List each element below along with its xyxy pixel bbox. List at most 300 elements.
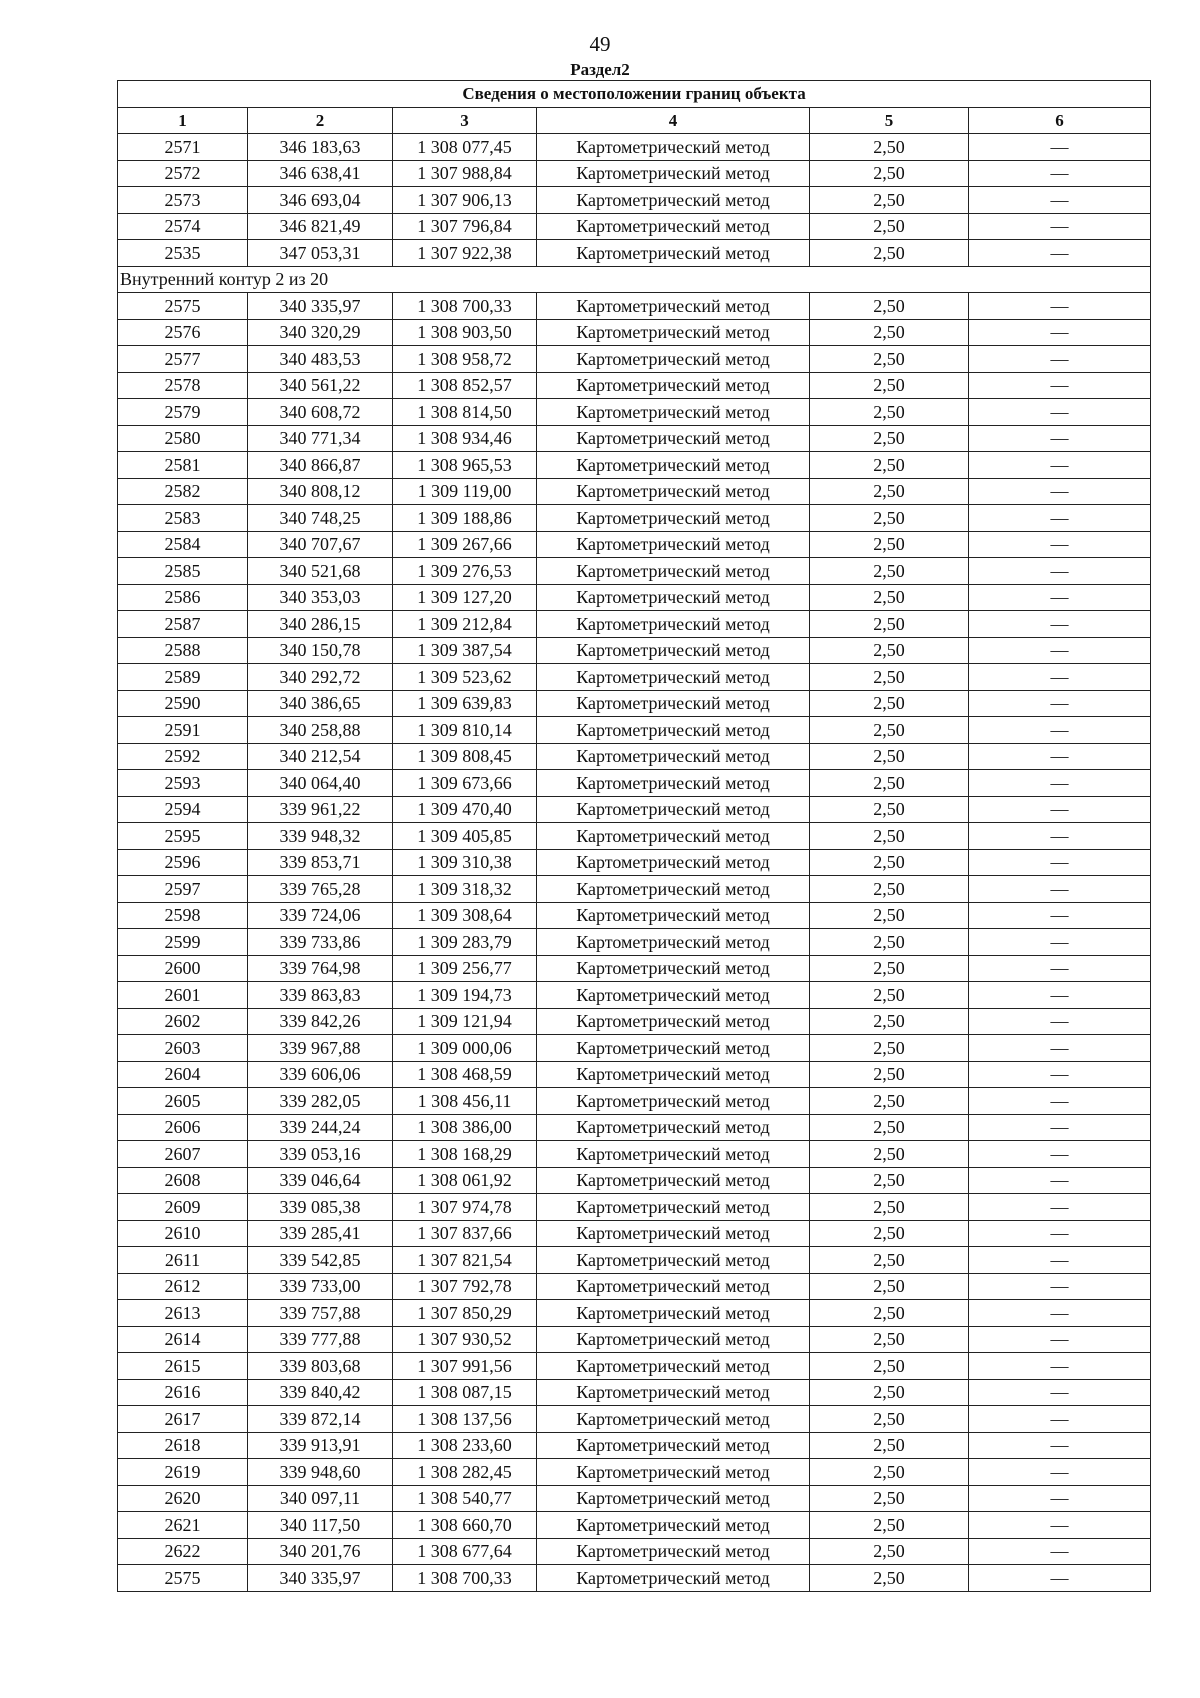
point-number-cell: 2598 <box>118 902 248 929</box>
description-cell: — <box>969 1538 1151 1565</box>
point-number-cell: 2575 <box>118 293 248 320</box>
y-coordinate-cell: 1 309 673,66 <box>393 770 537 797</box>
y-coordinate-cell: 1 308 660,70 <box>393 1512 537 1539</box>
x-coordinate-cell: 340 483,53 <box>248 346 393 373</box>
accuracy-cell: 2,50 <box>810 796 969 823</box>
method-cell: Картометрический метод <box>537 1008 810 1035</box>
y-coordinate-cell: 1 309 523,62 <box>393 664 537 691</box>
point-number-cell: 2585 <box>118 558 248 585</box>
table-row <box>118 1035 1151 1062</box>
table-row <box>118 240 1151 267</box>
y-coordinate-cell: 1 309 121,94 <box>393 1008 537 1035</box>
y-coordinate-cell: 1 309 127,20 <box>393 584 537 611</box>
table-row <box>118 531 1151 558</box>
description-cell: — <box>969 1353 1151 1380</box>
y-coordinate-cell: 1 309 194,73 <box>393 982 537 1009</box>
table-row <box>118 1273 1151 1300</box>
description-cell: — <box>969 876 1151 903</box>
method-cell: Картометрический метод <box>537 902 810 929</box>
table-row <box>118 717 1151 744</box>
y-coordinate-cell: 1 308 814,50 <box>393 399 537 426</box>
table-row <box>118 584 1151 611</box>
x-coordinate-cell: 340 258,88 <box>248 717 393 744</box>
x-coordinate-cell: 346 821,49 <box>248 213 393 240</box>
y-coordinate-cell: 1 307 974,78 <box>393 1194 537 1221</box>
x-coordinate-cell: 340 150,78 <box>248 637 393 664</box>
table-row <box>118 1485 1151 1512</box>
x-coordinate-cell: 340 353,03 <box>248 584 393 611</box>
x-coordinate-cell: 346 638,41 <box>248 160 393 187</box>
accuracy-cell: 2,50 <box>810 1061 969 1088</box>
table-row <box>118 1512 1151 1539</box>
method-cell: Картометрический метод <box>537 372 810 399</box>
accuracy-cell: 2,50 <box>810 876 969 903</box>
x-coordinate-cell: 340 117,50 <box>248 1512 393 1539</box>
x-coordinate-cell: 339 733,86 <box>248 929 393 956</box>
accuracy-cell: 2,50 <box>810 611 969 638</box>
method-cell: Картометрический метод <box>537 637 810 664</box>
description-cell: — <box>969 982 1151 1009</box>
description-cell: — <box>969 346 1151 373</box>
method-cell: Картометрический метод <box>537 876 810 903</box>
description-cell: — <box>969 1512 1151 1539</box>
point-number-cell: 2535 <box>118 240 248 267</box>
x-coordinate-cell: 340 335,97 <box>248 293 393 320</box>
x-coordinate-cell: 339 282,05 <box>248 1088 393 1115</box>
x-coordinate-cell: 339 542,85 <box>248 1247 393 1274</box>
y-coordinate-cell: 1 307 821,54 <box>393 1247 537 1274</box>
description-cell: — <box>969 796 1151 823</box>
table-row <box>118 1220 1151 1247</box>
description-cell: — <box>969 558 1151 585</box>
y-coordinate-cell: 1 308 282,45 <box>393 1459 537 1486</box>
accuracy-cell: 2,50 <box>810 558 969 585</box>
table-row <box>118 425 1151 452</box>
page-number: 49 <box>589 32 611 56</box>
y-coordinate-cell: 1 308 852,57 <box>393 372 537 399</box>
description-cell: — <box>969 770 1151 797</box>
description-cell: — <box>969 425 1151 452</box>
table-row <box>118 134 1151 161</box>
method-cell: Картометрический метод <box>537 187 810 214</box>
x-coordinate-cell: 340 561,22 <box>248 372 393 399</box>
x-coordinate-cell: 340 292,72 <box>248 664 393 691</box>
method-cell: Картометрический метод <box>537 1326 810 1353</box>
accuracy-cell: 2,50 <box>810 1353 969 1380</box>
description-cell: — <box>969 452 1151 479</box>
description-cell: — <box>969 293 1151 320</box>
x-coordinate-cell: 339 046,64 <box>248 1167 393 1194</box>
method-cell: Картометрический метод <box>537 505 810 532</box>
point-number-cell: 2591 <box>118 717 248 744</box>
method-cell: Картометрический метод <box>537 1485 810 1512</box>
point-number-cell: 2616 <box>118 1379 248 1406</box>
x-coordinate-cell: 340 286,15 <box>248 611 393 638</box>
point-number-cell: 2600 <box>118 955 248 982</box>
point-number-cell: 2622 <box>118 1538 248 1565</box>
x-coordinate-cell: 340 201,76 <box>248 1538 393 1565</box>
x-coordinate-cell: 339 913,91 <box>248 1432 393 1459</box>
method-cell: Картометрический метод <box>537 929 810 956</box>
method-cell: Картометрический метод <box>537 823 810 850</box>
method-cell: Картометрический метод <box>537 1141 810 1168</box>
accuracy-cell: 2,50 <box>810 717 969 744</box>
accuracy-cell: 2,50 <box>810 1432 969 1459</box>
x-coordinate-cell: 339 085,38 <box>248 1194 393 1221</box>
method-cell: Картометрический метод <box>537 1300 810 1327</box>
y-coordinate-cell: 1 308 540,77 <box>393 1485 537 1512</box>
x-coordinate-cell: 339 764,98 <box>248 955 393 982</box>
method-cell: Картометрический метод <box>537 319 810 346</box>
description-cell: — <box>969 372 1151 399</box>
description-cell: — <box>969 187 1151 214</box>
method-cell: Картометрический метод <box>537 1088 810 1115</box>
method-cell: Картометрический метод <box>537 1432 810 1459</box>
description-cell: — <box>969 611 1151 638</box>
point-number-cell: 2589 <box>118 664 248 691</box>
accuracy-cell: 2,50 <box>810 1247 969 1274</box>
table-body <box>118 134 1151 1592</box>
section-title: Раздел2 <box>570 60 630 79</box>
point-number-cell: 2599 <box>118 929 248 956</box>
table-row <box>118 346 1151 373</box>
description-cell: — <box>969 637 1151 664</box>
table-row <box>118 1406 1151 1433</box>
description-cell: — <box>969 531 1151 558</box>
table-caption-row <box>118 81 1151 108</box>
point-number-cell: 2617 <box>118 1406 248 1433</box>
description-cell: — <box>969 1167 1151 1194</box>
x-coordinate-cell: 340 097,11 <box>248 1485 393 1512</box>
method-cell: Картометрический метод <box>537 1247 810 1274</box>
table-row <box>118 478 1151 505</box>
method-cell: Картометрический метод <box>537 717 810 744</box>
accuracy-cell: 2,50 <box>810 1379 969 1406</box>
x-coordinate-cell: 339 724,06 <box>248 902 393 929</box>
description-cell: — <box>969 1220 1151 1247</box>
description-cell: — <box>969 929 1151 956</box>
y-coordinate-cell: 1 307 988,84 <box>393 160 537 187</box>
x-coordinate-cell: 340 386,65 <box>248 690 393 717</box>
y-coordinate-cell: 1 309 212,84 <box>393 611 537 638</box>
description-cell: — <box>969 902 1151 929</box>
description-cell: — <box>969 1379 1151 1406</box>
point-number-cell: 2590 <box>118 690 248 717</box>
method-cell: Картометрический метод <box>537 478 810 505</box>
y-coordinate-cell: 1 309 470,40 <box>393 796 537 823</box>
method-cell: Картометрический метод <box>537 770 810 797</box>
accuracy-cell: 2,50 <box>810 1088 969 1115</box>
x-coordinate-cell: 339 757,88 <box>248 1300 393 1327</box>
x-coordinate-cell: 340 608,72 <box>248 399 393 426</box>
method-cell: Картометрический метод <box>537 1565 810 1592</box>
accuracy-cell: 2,50 <box>810 982 969 1009</box>
y-coordinate-cell: 1 308 934,46 <box>393 425 537 452</box>
accuracy-cell: 2,50 <box>810 240 969 267</box>
method-cell: Картометрический метод <box>537 664 810 691</box>
x-coordinate-cell: 339 803,68 <box>248 1353 393 1380</box>
table-row <box>118 1194 1151 1221</box>
accuracy-cell: 2,50 <box>810 743 969 770</box>
method-cell: Картометрический метод <box>537 690 810 717</box>
y-coordinate-cell: 1 309 639,83 <box>393 690 537 717</box>
accuracy-cell: 2,50 <box>810 1220 969 1247</box>
method-cell: Картометрический метод <box>537 743 810 770</box>
table-row <box>118 876 1151 903</box>
description-cell: — <box>969 1247 1151 1274</box>
accuracy-cell: 2,50 <box>810 1300 969 1327</box>
point-number-cell: 2601 <box>118 982 248 1009</box>
point-number-cell: 2576 <box>118 319 248 346</box>
x-coordinate-cell: 340 212,54 <box>248 743 393 770</box>
x-coordinate-cell: 340 064,40 <box>248 770 393 797</box>
method-cell: Картометрический метод <box>537 1035 810 1062</box>
method-cell: Картометрический метод <box>537 1379 810 1406</box>
x-coordinate-cell: 339 733,00 <box>248 1273 393 1300</box>
y-coordinate-cell: 1 307 922,38 <box>393 240 537 267</box>
description-cell: — <box>969 1114 1151 1141</box>
y-coordinate-cell: 1 309 276,53 <box>393 558 537 585</box>
description-cell: — <box>969 664 1151 691</box>
point-number-cell: 2620 <box>118 1485 248 1512</box>
point-number-cell: 2578 <box>118 372 248 399</box>
y-coordinate-cell: 1 309 318,32 <box>393 876 537 903</box>
accuracy-cell: 2,50 <box>810 425 969 452</box>
y-coordinate-cell: 1 309 267,66 <box>393 531 537 558</box>
point-number-cell: 2611 <box>118 1247 248 1274</box>
y-coordinate-cell: 1 309 387,54 <box>393 637 537 664</box>
table-row <box>118 955 1151 982</box>
x-coordinate-cell: 339 244,24 <box>248 1114 393 1141</box>
description-cell: — <box>969 690 1151 717</box>
x-coordinate-cell: 340 748,25 <box>248 505 393 532</box>
table-row <box>118 849 1151 876</box>
method-cell: Картометрический метод <box>537 399 810 426</box>
y-coordinate-cell: 1 308 386,00 <box>393 1114 537 1141</box>
description-cell: — <box>969 134 1151 161</box>
method-cell: Картометрический метод <box>537 425 810 452</box>
table-row <box>118 1247 1151 1274</box>
y-coordinate-cell: 1 309 256,77 <box>393 955 537 982</box>
table-row <box>118 1565 1151 1592</box>
y-coordinate-cell: 1 308 087,15 <box>393 1379 537 1406</box>
method-cell: Картометрический метод <box>537 955 810 982</box>
accuracy-cell: 2,50 <box>810 319 969 346</box>
table-row <box>118 372 1151 399</box>
description-cell: — <box>969 160 1151 187</box>
accuracy-cell: 2,50 <box>810 1114 969 1141</box>
point-number-cell: 2603 <box>118 1035 248 1062</box>
column-header: 5 <box>810 108 969 134</box>
method-cell: Картометрический метод <box>537 1114 810 1141</box>
point-number-cell: 2581 <box>118 452 248 479</box>
point-number-cell: 2586 <box>118 584 248 611</box>
method-cell: Картометрический метод <box>537 1459 810 1486</box>
method-cell: Картометрический метод <box>537 1194 810 1221</box>
point-number-cell: 2587 <box>118 611 248 638</box>
description-cell: — <box>969 319 1151 346</box>
description-cell: — <box>969 1141 1151 1168</box>
table-row <box>118 690 1151 717</box>
method-cell: Картометрический метод <box>537 1353 810 1380</box>
point-number-cell: 2619 <box>118 1459 248 1486</box>
table-row <box>118 743 1151 770</box>
point-number-cell: 2583 <box>118 505 248 532</box>
accuracy-cell: 2,50 <box>810 531 969 558</box>
accuracy-cell: 2,50 <box>810 1008 969 1035</box>
point-number-cell: 2618 <box>118 1432 248 1459</box>
column-header: 3 <box>393 108 537 134</box>
y-coordinate-cell: 1 307 991,56 <box>393 1353 537 1380</box>
y-coordinate-cell: 1 309 310,38 <box>393 849 537 876</box>
point-number-cell: 2621 <box>118 1512 248 1539</box>
point-number-cell: 2575 <box>118 1565 248 1592</box>
x-coordinate-cell: 339 765,28 <box>248 876 393 903</box>
accuracy-cell: 2,50 <box>810 1406 969 1433</box>
table-row <box>118 187 1151 214</box>
accuracy-cell: 2,50 <box>810 1459 969 1486</box>
table-row <box>118 1141 1151 1168</box>
accuracy-cell: 2,50 <box>810 1141 969 1168</box>
table-row <box>118 1088 1151 1115</box>
point-number-cell: 2592 <box>118 743 248 770</box>
y-coordinate-cell: 1 309 119,00 <box>393 478 537 505</box>
table-row <box>118 319 1151 346</box>
accuracy-cell: 2,50 <box>810 1194 969 1221</box>
description-cell: — <box>969 1088 1151 1115</box>
x-coordinate-cell: 339 948,32 <box>248 823 393 850</box>
point-number-cell: 2615 <box>118 1353 248 1380</box>
description-cell: — <box>969 1273 1151 1300</box>
method-cell: Картометрический метод <box>537 1406 810 1433</box>
accuracy-cell: 2,50 <box>810 929 969 956</box>
column-header: 1 <box>118 108 248 134</box>
table-row <box>118 902 1151 929</box>
x-coordinate-cell: 339 777,88 <box>248 1326 393 1353</box>
y-coordinate-cell: 1 308 168,29 <box>393 1141 537 1168</box>
x-coordinate-cell: 340 771,34 <box>248 425 393 452</box>
column-header: 6 <box>969 108 1151 134</box>
description-cell: — <box>969 955 1151 982</box>
x-coordinate-cell: 340 335,97 <box>248 1565 393 1592</box>
point-number-cell: 2579 <box>118 399 248 426</box>
y-coordinate-cell: 1 308 077,45 <box>393 134 537 161</box>
column-number-row <box>118 108 1151 134</box>
y-coordinate-cell: 1 307 850,29 <box>393 1300 537 1327</box>
description-cell: — <box>969 505 1151 532</box>
accuracy-cell: 2,50 <box>810 505 969 532</box>
x-coordinate-cell: 347 053,31 <box>248 240 393 267</box>
point-number-cell: 2608 <box>118 1167 248 1194</box>
table-row <box>118 796 1151 823</box>
method-cell: Картометрический метод <box>537 531 810 558</box>
table-row <box>118 637 1151 664</box>
x-coordinate-cell: 339 840,42 <box>248 1379 393 1406</box>
table-row <box>118 293 1151 320</box>
y-coordinate-cell: 1 308 903,50 <box>393 319 537 346</box>
method-cell: Картометрический метод <box>537 240 810 267</box>
y-coordinate-cell: 1 308 061,92 <box>393 1167 537 1194</box>
accuracy-cell: 2,50 <box>810 399 969 426</box>
method-cell: Картометрический метод <box>537 160 810 187</box>
description-cell: — <box>969 1008 1151 1035</box>
point-number-cell: 2593 <box>118 770 248 797</box>
accuracy-cell: 2,50 <box>810 293 969 320</box>
method-cell: Картометрический метод <box>537 293 810 320</box>
point-number-cell: 2609 <box>118 1194 248 1221</box>
table-row <box>118 1326 1151 1353</box>
description-cell: — <box>969 743 1151 770</box>
accuracy-cell: 2,50 <box>810 664 969 691</box>
table-row <box>118 1379 1151 1406</box>
method-cell: Картометрический метод <box>537 849 810 876</box>
y-coordinate-cell: 1 307 796,84 <box>393 213 537 240</box>
description-cell: — <box>969 1194 1151 1221</box>
accuracy-cell: 2,50 <box>810 372 969 399</box>
y-coordinate-cell: 1 309 000,06 <box>393 1035 537 1062</box>
point-number-cell: 2606 <box>118 1114 248 1141</box>
x-coordinate-cell: 339 053,16 <box>248 1141 393 1168</box>
x-coordinate-cell: 340 808,12 <box>248 478 393 505</box>
x-coordinate-cell: 339 872,14 <box>248 1406 393 1433</box>
method-cell: Картометрический метод <box>537 1167 810 1194</box>
point-number-cell: 2604 <box>118 1061 248 1088</box>
y-coordinate-cell: 1 309 808,45 <box>393 743 537 770</box>
y-coordinate-cell: 1 309 308,64 <box>393 902 537 929</box>
accuracy-cell: 2,50 <box>810 902 969 929</box>
table-row <box>118 1061 1151 1088</box>
table-row <box>118 452 1151 479</box>
description-cell: — <box>969 1485 1151 1512</box>
x-coordinate-cell: 346 693,04 <box>248 187 393 214</box>
table-row <box>118 399 1151 426</box>
method-cell: Картометрический метод <box>537 1061 810 1088</box>
description-cell: — <box>969 1406 1151 1433</box>
description-cell: — <box>969 717 1151 744</box>
x-coordinate-cell: 339 853,71 <box>248 849 393 876</box>
column-header: 2 <box>248 108 393 134</box>
table-row <box>118 1432 1151 1459</box>
accuracy-cell: 2,50 <box>810 160 969 187</box>
point-number-cell: 2584 <box>118 531 248 558</box>
description-cell: — <box>969 584 1151 611</box>
description-cell: — <box>969 1326 1151 1353</box>
table-row <box>118 823 1151 850</box>
method-cell: Картометрический метод <box>537 558 810 585</box>
point-number-cell: 2572 <box>118 160 248 187</box>
point-number-cell: 2582 <box>118 478 248 505</box>
description-cell: — <box>969 1061 1151 1088</box>
x-coordinate-cell: 340 521,68 <box>248 558 393 585</box>
point-number-cell: 2613 <box>118 1300 248 1327</box>
boundary-coordinates-table <box>117 80 1151 1592</box>
x-coordinate-cell: 340 866,87 <box>248 452 393 479</box>
method-cell: Картометрический метод <box>537 1273 810 1300</box>
point-number-cell: 2594 <box>118 796 248 823</box>
table-row <box>118 1459 1151 1486</box>
method-cell: Картометрический метод <box>537 796 810 823</box>
accuracy-cell: 2,50 <box>810 690 969 717</box>
accuracy-cell: 2,50 <box>810 1326 969 1353</box>
description-cell: — <box>969 1300 1151 1327</box>
point-number-cell: 2577 <box>118 346 248 373</box>
contour-label: Внутренний контур 2 из 20 <box>118 266 1151 293</box>
description-cell: — <box>969 240 1151 267</box>
point-number-cell: 2580 <box>118 425 248 452</box>
method-cell: Картометрический метод <box>537 213 810 240</box>
accuracy-cell: 2,50 <box>810 1167 969 1194</box>
table-row <box>118 505 1151 532</box>
